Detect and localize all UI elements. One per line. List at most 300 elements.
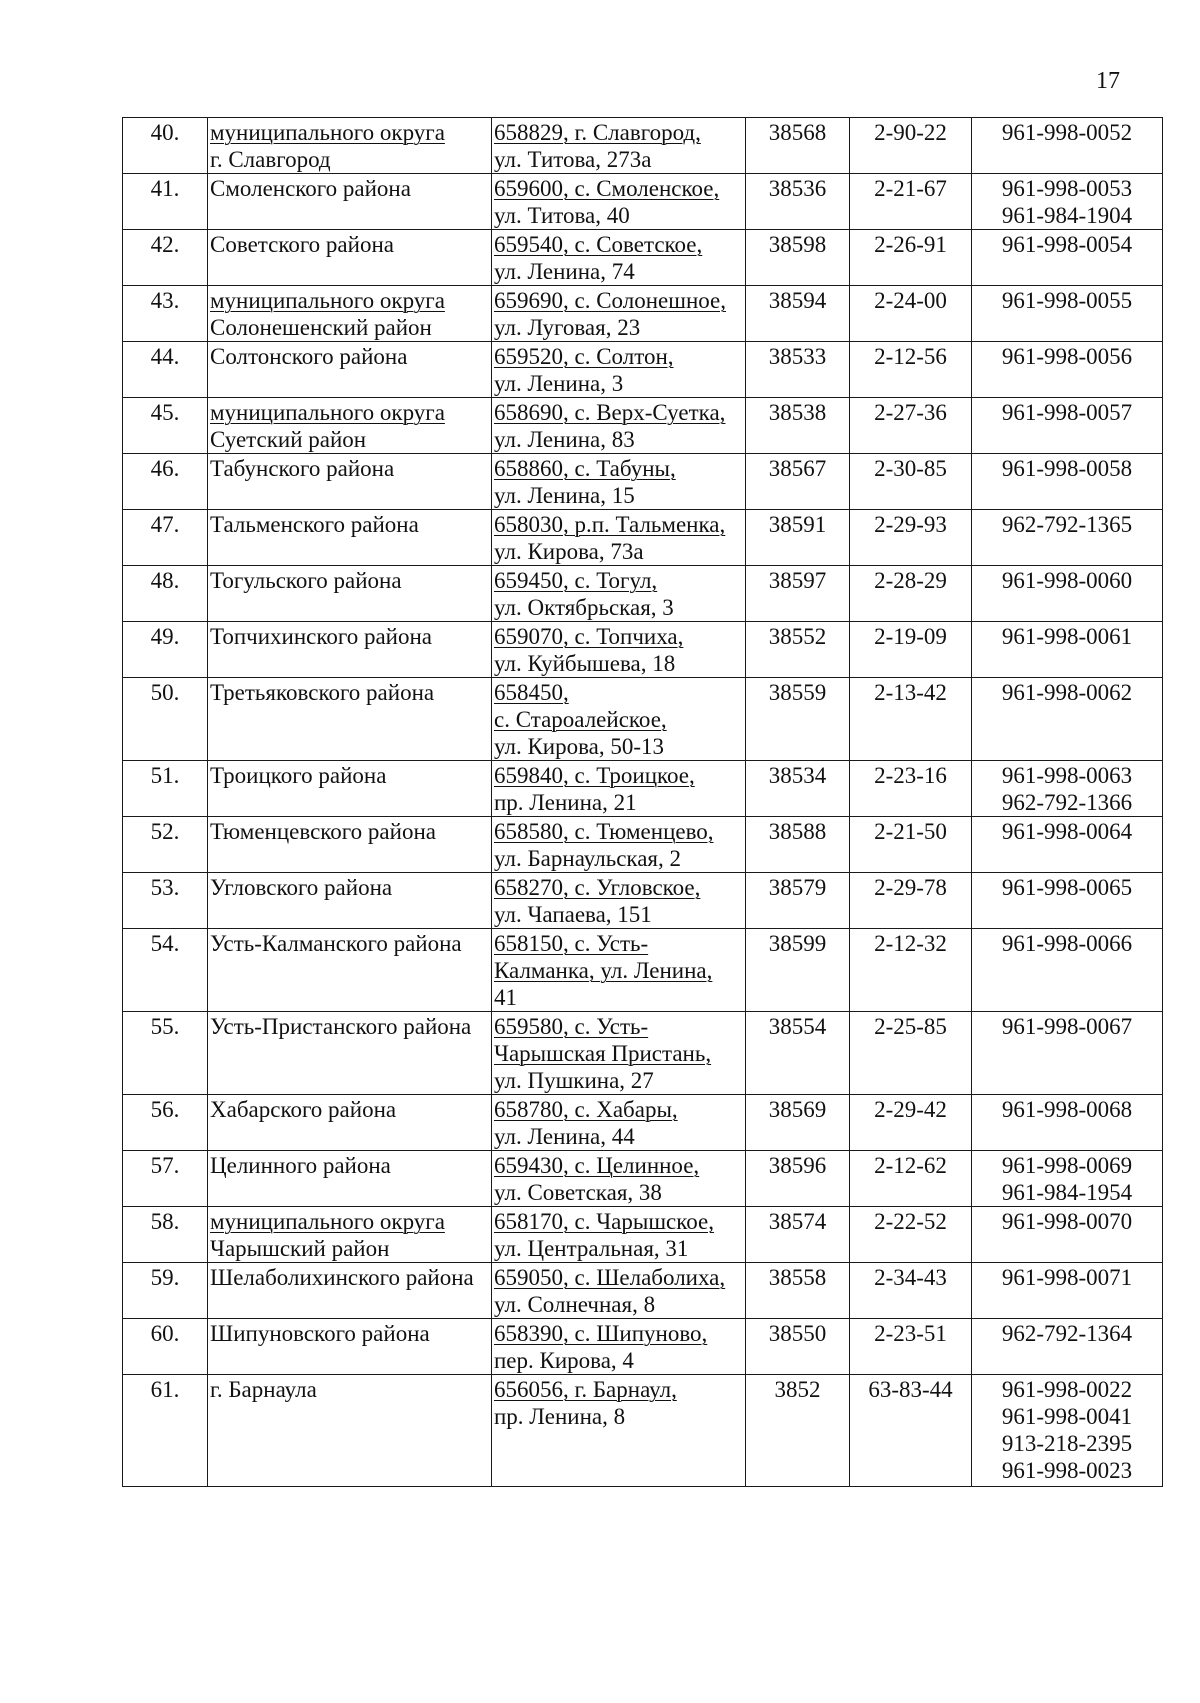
landline-phone-text: 2-22-52 [874, 1209, 947, 1234]
area-code-text: 38534 [768, 763, 827, 788]
landline-phone [850, 566, 972, 622]
row-number-text: 60. [150, 1321, 180, 1346]
address [492, 873, 746, 929]
address-line: 659690, с. Солонешное, [494, 288, 726, 313]
table-row [123, 1263, 1163, 1319]
address-line: 658030, р.п. Тальменка, [494, 512, 726, 537]
area-code [746, 230, 850, 286]
row-number-text: 40. [150, 120, 180, 145]
address-line: 658170, с. Чарышское, [494, 1209, 714, 1234]
contacts-table-body [123, 118, 1163, 1487]
district-name-line: Смоленского района [210, 176, 411, 201]
address [492, 622, 746, 678]
district-name [208, 510, 492, 566]
district-name-line: Третьяковского района [210, 680, 435, 705]
address-line: ул. Титова, 273а [494, 147, 652, 172]
mobile-phones [972, 1263, 1163, 1319]
landline-phone [850, 174, 972, 230]
mobile-phone-line: 961-998-0023 [1001, 1458, 1133, 1483]
landline-phone [850, 454, 972, 510]
area-code [746, 929, 850, 1012]
area-code [746, 118, 850, 174]
landline-phone-text: 2-24-00 [874, 288, 947, 313]
landline-phone-text: 63-83-44 [868, 1377, 953, 1402]
mobile-phone-line: 961-998-0061 [1001, 624, 1133, 649]
area-code [746, 1095, 850, 1151]
district-name-line: Табунского района [210, 456, 395, 481]
district-name [208, 566, 492, 622]
area-code-text: 38598 [768, 232, 827, 257]
address-line: 658450, [494, 680, 569, 705]
table-row [123, 510, 1163, 566]
row-number-text: 58. [150, 1209, 180, 1234]
address [492, 1207, 746, 1263]
landline-phone [850, 873, 972, 929]
mobile-phones [972, 1012, 1163, 1095]
address-line: 659070, с. Топчиха, [494, 624, 684, 649]
address [492, 174, 746, 230]
area-code-text: 3852 [774, 1377, 821, 1402]
area-code [746, 1375, 850, 1487]
area-code-text: 38579 [768, 875, 827, 900]
mobile-phone-line: 961-984-1954 [1001, 1180, 1133, 1205]
landline-phone [850, 1207, 972, 1263]
landline-phone [850, 817, 972, 873]
address-line: ул. Центральная, 31 [494, 1236, 689, 1261]
mobile-phones [972, 286, 1163, 342]
table-row [123, 1012, 1163, 1095]
mobile-phones [972, 342, 1163, 398]
row-number-text: 43. [150, 288, 180, 313]
mobile-phone-line: 961-998-0070 [1001, 1209, 1133, 1234]
mobile-phone-line: 962-792-1365 [1001, 512, 1133, 537]
row-number-text: 47. [150, 512, 180, 537]
landline-phone [850, 929, 972, 1012]
address-line: Калманка, ул. Ленина, [494, 958, 713, 983]
table-row [123, 678, 1163, 761]
area-code-text: 38538 [768, 400, 827, 425]
area-code-text: 38574 [768, 1209, 827, 1234]
area-code [746, 1207, 850, 1263]
mobile-phone-line: 962-792-1366 [1001, 790, 1133, 815]
row-number [123, 566, 208, 622]
area-code-text: 38533 [768, 344, 827, 369]
mobile-phones [972, 174, 1163, 230]
area-code-text: 38591 [768, 512, 827, 537]
district-name-line: Советского района [210, 232, 394, 257]
mobile-phones [972, 929, 1163, 1012]
area-code-text: 38569 [768, 1097, 827, 1122]
landline-phone-text: 2-29-78 [874, 875, 947, 900]
district-name [208, 1095, 492, 1151]
area-code-text: 38596 [768, 1153, 827, 1178]
landline-phone [850, 1012, 972, 1095]
mobile-phone-line: 961-998-0022 [1001, 1377, 1133, 1402]
area-code [746, 761, 850, 817]
mobile-phones [972, 1319, 1163, 1375]
mobile-phone-line: 961-998-0067 [1001, 1014, 1133, 1039]
district-name [208, 118, 492, 174]
mobile-phone-line: 961-998-0062 [1001, 680, 1133, 705]
address [492, 398, 746, 454]
area-code [746, 1319, 850, 1375]
address-line: 656056, г. Барнаул, [494, 1377, 677, 1402]
address-line: с. Староалейское, [494, 707, 667, 732]
landline-phone [850, 286, 972, 342]
landline-phone-text: 2-12-32 [874, 931, 947, 956]
address-line: ул. Ленина, 83 [494, 427, 635, 452]
district-name-line: Троицкого района [210, 763, 387, 788]
district-name-line: Солонешенский район [210, 315, 432, 340]
address-line: 659430, с. Целинное, [494, 1153, 700, 1178]
district-name [208, 761, 492, 817]
address-line: 659580, с. Усть- [494, 1014, 649, 1039]
mobile-phones [972, 1151, 1163, 1207]
row-number-text: 46. [150, 456, 180, 481]
row-number-text: 55. [150, 1014, 180, 1039]
landline-phone [850, 1319, 972, 1375]
landline-phone-text: 2-30-85 [874, 456, 947, 481]
table-row [123, 1207, 1163, 1263]
row-number-text: 49. [150, 624, 180, 649]
mobile-phone-line: 961-984-1904 [1001, 203, 1133, 228]
mobile-phone-line: 961-998-0057 [1001, 400, 1133, 425]
address-line: 659050, с. Шелаболиха, [494, 1265, 726, 1290]
district-name-line: муниципального округа [210, 1209, 445, 1234]
district-name [208, 1151, 492, 1207]
mobile-phones [972, 566, 1163, 622]
page-number: 17 [1096, 68, 1120, 94]
address-line: ул. Ленина, 3 [494, 371, 624, 396]
row-number [123, 761, 208, 817]
mobile-phone-line: 961-998-0058 [1001, 456, 1133, 481]
mobile-phone-line: 961-998-0063 [1001, 763, 1133, 788]
row-number [123, 118, 208, 174]
row-number [123, 1319, 208, 1375]
mobile-phones [972, 1095, 1163, 1151]
landline-phone-text: 2-29-42 [874, 1097, 947, 1122]
address-line: пр. Ленина, 8 [494, 1404, 626, 1429]
row-number-text: 51. [150, 763, 180, 788]
mobile-phones [972, 1375, 1163, 1487]
table-row [123, 622, 1163, 678]
district-name-line: муниципального округа [210, 400, 445, 425]
district-name [208, 1012, 492, 1095]
row-number-text: 41. [150, 176, 180, 201]
area-code-text: 38558 [768, 1265, 827, 1290]
district-name [208, 230, 492, 286]
mobile-phones [972, 118, 1163, 174]
area-code-text: 38536 [768, 176, 827, 201]
address-line: пер. Кирова, 4 [494, 1348, 634, 1373]
landline-phone-text: 2-26-91 [874, 232, 947, 257]
address [492, 1375, 746, 1487]
landline-phone-text: 2-29-93 [874, 512, 947, 537]
address-line: 658390, с. Шипуново, [494, 1321, 708, 1346]
table-row [123, 817, 1163, 873]
mobile-phones [972, 510, 1163, 566]
district-name-line: Солтонского района [210, 344, 408, 369]
table-row [123, 118, 1163, 174]
address-line: ул. Чапаева, 151 [494, 902, 652, 927]
area-code-text: 38550 [768, 1321, 827, 1346]
mobile-phone-line: 961-998-0054 [1001, 232, 1133, 257]
mobile-phones [972, 1207, 1163, 1263]
address-line: ул. Ленина, 74 [494, 259, 635, 284]
area-code [746, 1151, 850, 1207]
area-code [746, 286, 850, 342]
row-number-text: 56. [150, 1097, 180, 1122]
landline-phone [850, 678, 972, 761]
address-line: 658580, с. Тюменцево, [494, 819, 714, 844]
district-name-line: Целинного района [210, 1153, 391, 1178]
district-name [208, 622, 492, 678]
area-code [746, 1012, 850, 1095]
address-line: ул. Титова, 40 [494, 203, 630, 228]
area-code [746, 510, 850, 566]
landline-phone-text: 2-27-36 [874, 400, 947, 425]
mobile-phone-line: 961-998-0064 [1001, 819, 1133, 844]
landline-phone [850, 1095, 972, 1151]
row-number [123, 1207, 208, 1263]
area-code-text: 38588 [768, 819, 827, 844]
row-number [123, 1263, 208, 1319]
address-line: ул. Кирова, 73а [494, 539, 644, 564]
district-name-line: Шелаболихинского района [210, 1265, 474, 1290]
area-code [746, 342, 850, 398]
district-name [208, 174, 492, 230]
row-number [123, 230, 208, 286]
area-code [746, 566, 850, 622]
district-name [208, 929, 492, 1012]
address [492, 1095, 746, 1151]
table-row [123, 286, 1163, 342]
district-name [208, 817, 492, 873]
district-name-line: Хабарского района [210, 1097, 397, 1122]
area-code [746, 1263, 850, 1319]
address-line: 658780, с. Хабары, [494, 1097, 678, 1122]
mobile-phones [972, 398, 1163, 454]
district-name-line: Тогульского района [210, 568, 402, 593]
address-line: 658829, г. Славгород, [494, 120, 701, 145]
row-number-text: 59. [150, 1265, 180, 1290]
row-number [123, 1375, 208, 1487]
landline-phone [850, 622, 972, 678]
address [492, 817, 746, 873]
table-row [123, 398, 1163, 454]
row-number-text: 53. [150, 875, 180, 900]
mobile-phones [972, 761, 1163, 817]
landline-phone-text: 2-23-16 [874, 763, 947, 788]
landline-phone [850, 118, 972, 174]
row-number [123, 929, 208, 1012]
landline-phone [850, 342, 972, 398]
row-number-text: 48. [150, 568, 180, 593]
area-code-text: 38594 [768, 288, 827, 313]
district-name [208, 286, 492, 342]
landline-phone [850, 1375, 972, 1487]
address-line: ул. Луговая, 23 [494, 315, 641, 340]
area-code [746, 454, 850, 510]
district-name [208, 678, 492, 761]
address [492, 929, 746, 1012]
mobile-phones [972, 230, 1163, 286]
row-number-text: 61. [150, 1377, 180, 1402]
row-number-text: 45. [150, 400, 180, 425]
mobile-phone-line: 961-998-0060 [1001, 568, 1133, 593]
district-name [208, 1375, 492, 1487]
address [492, 230, 746, 286]
district-name-line: Шипуновского района [210, 1321, 430, 1346]
district-name-line: Угловского района [210, 875, 393, 900]
district-name-line: Усть-Калманского района [210, 931, 462, 956]
landline-phone-text: 2-13-42 [874, 680, 947, 705]
district-name [208, 398, 492, 454]
address-line: ул. Кирова, 50-13 [494, 734, 665, 759]
area-code-text: 38597 [768, 568, 827, 593]
row-number-text: 54. [150, 931, 180, 956]
landline-phone-text: 2-12-62 [874, 1153, 947, 1178]
district-name [208, 1319, 492, 1375]
row-number-text: 50. [150, 680, 180, 705]
mobile-phone-line: 961-998-0052 [1001, 120, 1133, 145]
landline-phone-text: 2-34-43 [874, 1265, 947, 1290]
area-code [746, 174, 850, 230]
row-number [123, 510, 208, 566]
mobile-phone-line: 961-998-0065 [1001, 875, 1133, 900]
district-name-line: муниципального округа [210, 288, 445, 313]
row-number [123, 342, 208, 398]
row-number [123, 398, 208, 454]
district-name-line: г. Славгород [210, 147, 331, 172]
row-number [123, 174, 208, 230]
area-code-text: 38554 [768, 1014, 827, 1039]
table-row [123, 1375, 1163, 1487]
row-number [123, 1151, 208, 1207]
contacts-table [122, 117, 1163, 1487]
landline-phone-text: 2-28-29 [874, 568, 947, 593]
address [492, 1263, 746, 1319]
landline-phone [850, 398, 972, 454]
area-code-text: 38599 [768, 931, 827, 956]
row-number-text: 57. [150, 1153, 180, 1178]
table-row [123, 929, 1163, 1012]
district-name [208, 454, 492, 510]
address-line: ул. Барнаульская, 2 [494, 846, 682, 871]
address-line: 659450, с. Тогул, [494, 568, 658, 593]
row-number [123, 454, 208, 510]
mobile-phones [972, 817, 1163, 873]
mobile-phone-line: 961-998-0068 [1001, 1097, 1133, 1122]
landline-phone-text: 2-25-85 [874, 1014, 947, 1039]
district-name-line: муниципального округа [210, 120, 445, 145]
mobile-phones [972, 678, 1163, 761]
table-row [123, 342, 1163, 398]
mobile-phones [972, 873, 1163, 929]
address-line: Чарышская Пристань, [494, 1041, 712, 1066]
address-line: 658860, с. Табуны, [494, 456, 676, 481]
district-name-line: г. Барнаула [210, 1377, 317, 1402]
address-line: 658690, с. Верх-Суетка, [494, 400, 726, 425]
district-name [208, 1263, 492, 1319]
table-row [123, 873, 1163, 929]
address [492, 1319, 746, 1375]
address [492, 566, 746, 622]
table-row [123, 761, 1163, 817]
mobile-phone-line: 962-792-1364 [1001, 1321, 1133, 1346]
area-code [746, 873, 850, 929]
mobile-phone-line: 961-998-0069 [1001, 1153, 1133, 1178]
landline-phone [850, 1263, 972, 1319]
address-line: 659520, с. Солтон, [494, 344, 674, 369]
area-code-text: 38552 [768, 624, 827, 649]
landline-phone [850, 761, 972, 817]
mobile-phone-line: 961-998-0055 [1001, 288, 1133, 313]
address-line: 659600, с. Смоленское, [494, 176, 720, 201]
mobile-phone-line: 961-998-0056 [1001, 344, 1133, 369]
landline-phone-text: 2-19-09 [874, 624, 947, 649]
area-code-text: 38559 [768, 680, 827, 705]
address [492, 510, 746, 566]
address-line: 659540, с. Советское, [494, 232, 703, 257]
mobile-phone-line: 961-998-0053 [1001, 176, 1133, 201]
mobile-phones [972, 622, 1163, 678]
area-code [746, 398, 850, 454]
area-code [746, 678, 850, 761]
district-name [208, 1207, 492, 1263]
table-row [123, 174, 1163, 230]
district-name-line: Усть-Пристанского района [210, 1014, 472, 1039]
landline-phone-text: 2-21-50 [874, 819, 947, 844]
row-number-text: 52. [150, 819, 180, 844]
address-line: 659840, с. Троицкое, [494, 763, 695, 788]
address [492, 286, 746, 342]
address [492, 1012, 746, 1095]
table-row [123, 454, 1163, 510]
address [492, 118, 746, 174]
mobile-phone-line: 913-218-2395 [1001, 1431, 1133, 1456]
area-code [746, 817, 850, 873]
area-code-text: 38568 [768, 120, 827, 145]
row-number [123, 873, 208, 929]
row-number [123, 1012, 208, 1095]
row-number [123, 678, 208, 761]
address-line: пр. Ленина, 21 [494, 790, 637, 815]
row-number [123, 622, 208, 678]
address [492, 761, 746, 817]
row-number [123, 817, 208, 873]
row-number-text: 44. [150, 344, 180, 369]
area-code-text: 38567 [768, 456, 827, 481]
address-line: ул. Пушкина, 27 [494, 1068, 654, 1093]
table-row [123, 230, 1163, 286]
address-line: 41 [494, 985, 517, 1010]
landline-phone-text: 2-90-22 [874, 120, 947, 145]
district-name [208, 873, 492, 929]
address [492, 454, 746, 510]
address [492, 1151, 746, 1207]
mobile-phone-line: 961-998-0066 [1001, 931, 1133, 956]
address-line: ул. Ленина, 15 [494, 483, 635, 508]
district-name [208, 342, 492, 398]
mobile-phone-line: 961-998-0071 [1001, 1265, 1133, 1290]
mobile-phones [972, 454, 1163, 510]
landline-phone-text: 2-12-56 [874, 344, 947, 369]
table-row [123, 566, 1163, 622]
district-name-line: Тюменцевского района [210, 819, 436, 844]
row-number-text: 42. [150, 232, 180, 257]
landline-phone [850, 230, 972, 286]
